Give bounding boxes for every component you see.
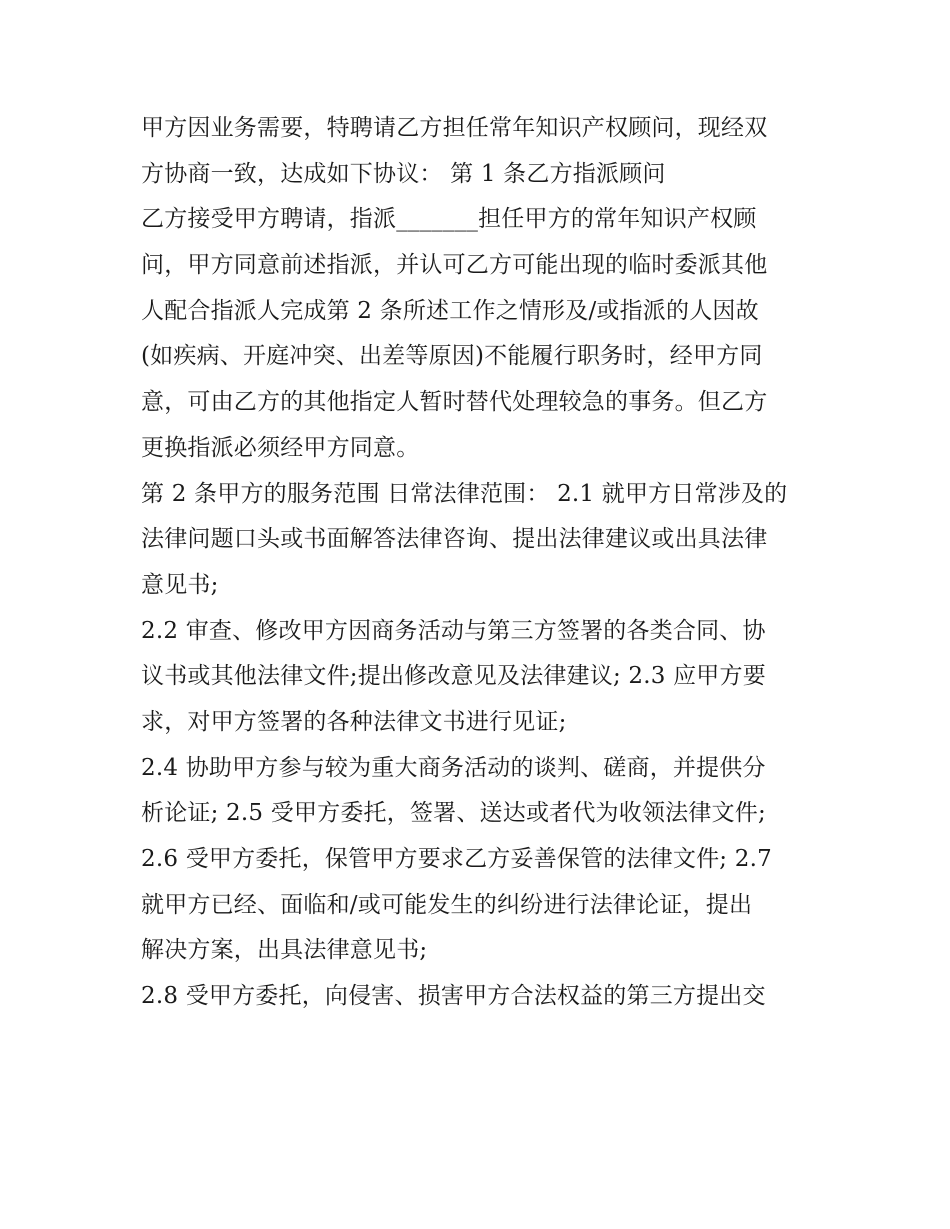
document-body: [141, 106, 821, 1020]
text-line: 第 2 条甲方的服务范围 日常法律范围： 2.1 就甲方日常涉及的: [141, 480, 788, 507]
text-line: 法律问题口头或书面解答法律咨询、提出法律建议或出具法律: [141, 526, 768, 553]
text-line: 人配合指派人完成第 2 条所述工作之情形及/或指派的人因故: [141, 297, 759, 324]
text-line: 求，对甲方签署的各种法律文书进行见证;: [141, 708, 567, 735]
text-line: (如疾病、开庭冲突、出差等原因)不能履行职务时，经甲方同: [141, 343, 763, 370]
text-line: 2.4 协助甲方参与较为重大商务活动的谈判、磋商，并提供分: [141, 754, 766, 781]
text-line: 问，甲方同意前述指派，并认可乙方可能出现的临时委派其他: [141, 252, 768, 279]
text-line: 2.6 受甲方委托，保管甲方要求乙方妥善保管的法律文件; 2.7: [141, 846, 772, 872]
text-line: 解决方案，出具法律意见书;: [141, 937, 428, 964]
text-line: 方协商一致，达成如下协议： 第 1 条乙方指派顾问: [141, 160, 666, 187]
text-line: 甲方因业务需要，特聘请乙方担任常年知识产权顾问，现经双: [141, 115, 768, 141]
text-line: 意见书;: [141, 571, 219, 598]
text-line: 2.2 审查、修改甲方因商务活动与第三方签署的各类合同、协: [141, 617, 766, 644]
text-line: 议书或其他法律文件;提出修改意见及法律建议; 2.3 应甲方要: [141, 663, 766, 690]
text-line: 意，可由乙方的其他指定人暂时替代处理较急的事务。但乙方: [141, 389, 768, 416]
text-line: 析论证; 2.5 受甲方委托，签署、送达或者代为收领法律文件;: [141, 800, 766, 827]
text-line: 更换指派必须经甲方同意。: [141, 434, 420, 461]
text-line: 就甲方已经、面临和/或可能发生的纠纷进行法律论证，提出: [141, 891, 753, 918]
text-line: 2.8 受甲方委托，向侵害、损害甲方合法权益的第三方提出交: [141, 983, 766, 1010]
text-line: 乙方接受甲方聘请，指派_______担任甲方的常年知识产权顾: [141, 206, 757, 233]
